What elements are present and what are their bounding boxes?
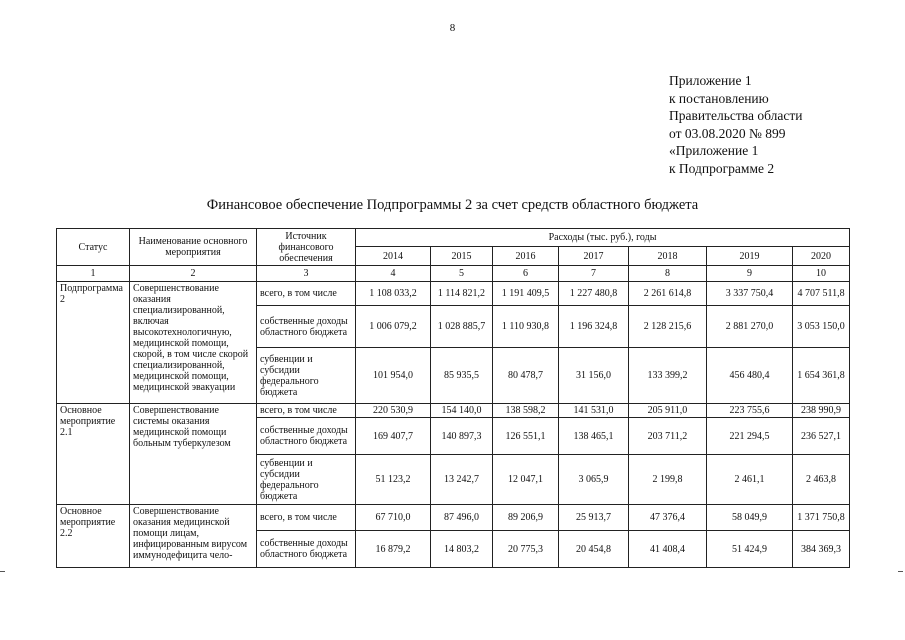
- header-source: Источник финансового обеспечения: [257, 229, 356, 266]
- value-cell: 1 191 409,5: [493, 282, 559, 306]
- row-source: собственные доходы областного бюджета: [257, 531, 356, 568]
- value-cell: 236 527,1: [793, 418, 850, 455]
- value-cell: 126 551,1: [493, 418, 559, 455]
- value-cell: 140 897,3: [431, 418, 493, 455]
- appendix-block: [669, 72, 802, 177]
- table-row: [57, 282, 850, 306]
- appendix-line: от 03.08.2020 № 899: [669, 125, 786, 141]
- value-cell: 2 199,8: [629, 455, 707, 505]
- value-cell: 223 755,6: [707, 404, 793, 418]
- row-status: Основное мероприятие 2.2: [57, 505, 130, 568]
- header-year: 2014: [356, 247, 431, 266]
- value-cell: 1 371 750,8: [793, 505, 850, 531]
- value-cell: 13 242,7: [431, 455, 493, 505]
- index-cell: 5: [431, 266, 493, 282]
- value-cell: 3 337 750,4: [707, 282, 793, 306]
- margin-mark-left: [0, 571, 5, 572]
- table-row: [57, 404, 850, 418]
- value-cell: 384 369,3: [793, 531, 850, 568]
- value-cell: 16 879,2: [356, 531, 431, 568]
- row-source: собственные доходы областного бюджета: [257, 418, 356, 455]
- value-cell: 154 140,0: [431, 404, 493, 418]
- index-cell: 8: [629, 266, 707, 282]
- value-cell: 1 196 324,8: [559, 306, 629, 348]
- value-cell: 58 049,9: [707, 505, 793, 531]
- value-cell: 67 710,0: [356, 505, 431, 531]
- header-year: 2020: [793, 247, 850, 266]
- index-cell: 1: [57, 266, 130, 282]
- value-cell: 25 913,7: [559, 505, 629, 531]
- value-cell: 12 047,1: [493, 455, 559, 505]
- value-cell: 20 454,8: [559, 531, 629, 568]
- value-cell: 203 711,2: [629, 418, 707, 455]
- header-year: 2015: [431, 247, 493, 266]
- value-cell: 3 053 150,0: [793, 306, 850, 348]
- header-year: 2019: [707, 247, 793, 266]
- index-cell: 3: [257, 266, 356, 282]
- value-cell: 1 227 480,8: [559, 282, 629, 306]
- value-cell: 141 531,0: [559, 404, 629, 418]
- row-source: субвенции и субсидии федерального бюджета: [257, 455, 356, 505]
- value-cell: 89 206,9: [493, 505, 559, 531]
- header-status: Статус: [57, 229, 130, 266]
- row-source: субвенции и субсидии федерального бюджета: [257, 348, 356, 404]
- value-cell: 14 803,2: [431, 531, 493, 568]
- value-cell: 1 654 361,8: [793, 348, 850, 404]
- appendix-line: к Подпрограмме 2: [669, 160, 775, 176]
- row-source: всего, в том числе: [257, 282, 356, 306]
- index-row: [57, 266, 850, 282]
- table-row: [57, 505, 850, 531]
- value-cell: 2 461,1: [707, 455, 793, 505]
- value-cell: 31 156,0: [559, 348, 629, 404]
- row-status: Подпрограмма 2: [57, 282, 130, 404]
- value-cell: 1 114 821,2: [431, 282, 493, 306]
- row-name: Совершенствование системы оказания медицинской помощи больным туберкулезом: [130, 404, 257, 505]
- row-name: Совершенствование оказания медицинской помощи лицам, инфицированным вирусом иммунодефицита чело-: [130, 505, 257, 568]
- row-source: всего, в том числе: [257, 404, 356, 418]
- value-cell: 85 935,5: [431, 348, 493, 404]
- value-cell: 51 123,2: [356, 455, 431, 505]
- value-cell: 2 261 614,8: [629, 282, 707, 306]
- index-cell: 4: [356, 266, 431, 282]
- value-cell: 456 480,4: [707, 348, 793, 404]
- value-cell: 138 598,2: [493, 404, 559, 418]
- index-cell: 10: [793, 266, 850, 282]
- value-cell: 2 463,8: [793, 455, 850, 505]
- value-cell: 1 108 033,2: [356, 282, 431, 306]
- value-cell: 1 028 885,7: [431, 306, 493, 348]
- header-year: 2017: [559, 247, 629, 266]
- value-cell: 1 110 930,8: [493, 306, 559, 348]
- value-cell: 169 407,7: [356, 418, 431, 455]
- appendix-line: к постановлению: [669, 90, 769, 106]
- appendix-line: Правительства области: [669, 108, 803, 123]
- value-cell: 47 376,4: [629, 505, 707, 531]
- value-cell: 101 954,0: [356, 348, 431, 404]
- value-cell: 3 065,9: [559, 455, 629, 505]
- row-source: всего, в том числе: [257, 505, 356, 531]
- value-cell: 51 424,9: [707, 531, 793, 568]
- header-year: 2016: [493, 247, 559, 266]
- header-expenses: Расходы (тыс. руб.), годы: [356, 229, 850, 247]
- value-cell: 221 294,5: [707, 418, 793, 455]
- margin-mark-right: [898, 571, 903, 572]
- value-cell: 133 399,2: [629, 348, 707, 404]
- index-cell: 9: [707, 266, 793, 282]
- document-title: Финансовое обеспечение Подпрограммы 2 за счет средств областного бюджета: [206, 197, 699, 213]
- value-cell: 41 408,4: [629, 531, 707, 568]
- header-name: Наименование основного мероприятия: [130, 229, 257, 266]
- value-cell: 138 465,1: [559, 418, 629, 455]
- value-cell: 2 881 270,0: [707, 306, 793, 348]
- page-number: 8: [449, 22, 456, 34]
- row-source: собственные доходы областного бюджета: [257, 306, 356, 348]
- index-cell: 2: [130, 266, 257, 282]
- value-cell: 205 911,0: [629, 404, 707, 418]
- value-cell: 87 496,0: [431, 505, 493, 531]
- value-cell: 20 775,3: [493, 531, 559, 568]
- index-cell: 7: [559, 266, 629, 282]
- row-name: Совершенствование оказания специализированной, включая высокотехнологичную, медицинской помощи, скорой, в том числе скорой специализированной, медицинской помощи, медицинской эвакуации: [130, 282, 257, 404]
- header-row: [57, 229, 850, 247]
- header-year: 2018: [629, 247, 707, 266]
- financing-table: [56, 228, 850, 568]
- value-cell: 2 128 215,6: [629, 306, 707, 348]
- appendix-line: «Приложение 1: [669, 143, 759, 158]
- row-status: Основное мероприятие 2.1: [57, 404, 130, 505]
- appendix-line: Приложение 1: [669, 73, 752, 88]
- value-cell: 4 707 511,8: [793, 282, 850, 306]
- value-cell: 220 530,9: [356, 404, 431, 418]
- value-cell: 1 006 079,2: [356, 306, 431, 348]
- value-cell: 238 990,9: [793, 404, 850, 418]
- index-cell: 6: [493, 266, 559, 282]
- value-cell: 80 478,7: [493, 348, 559, 404]
